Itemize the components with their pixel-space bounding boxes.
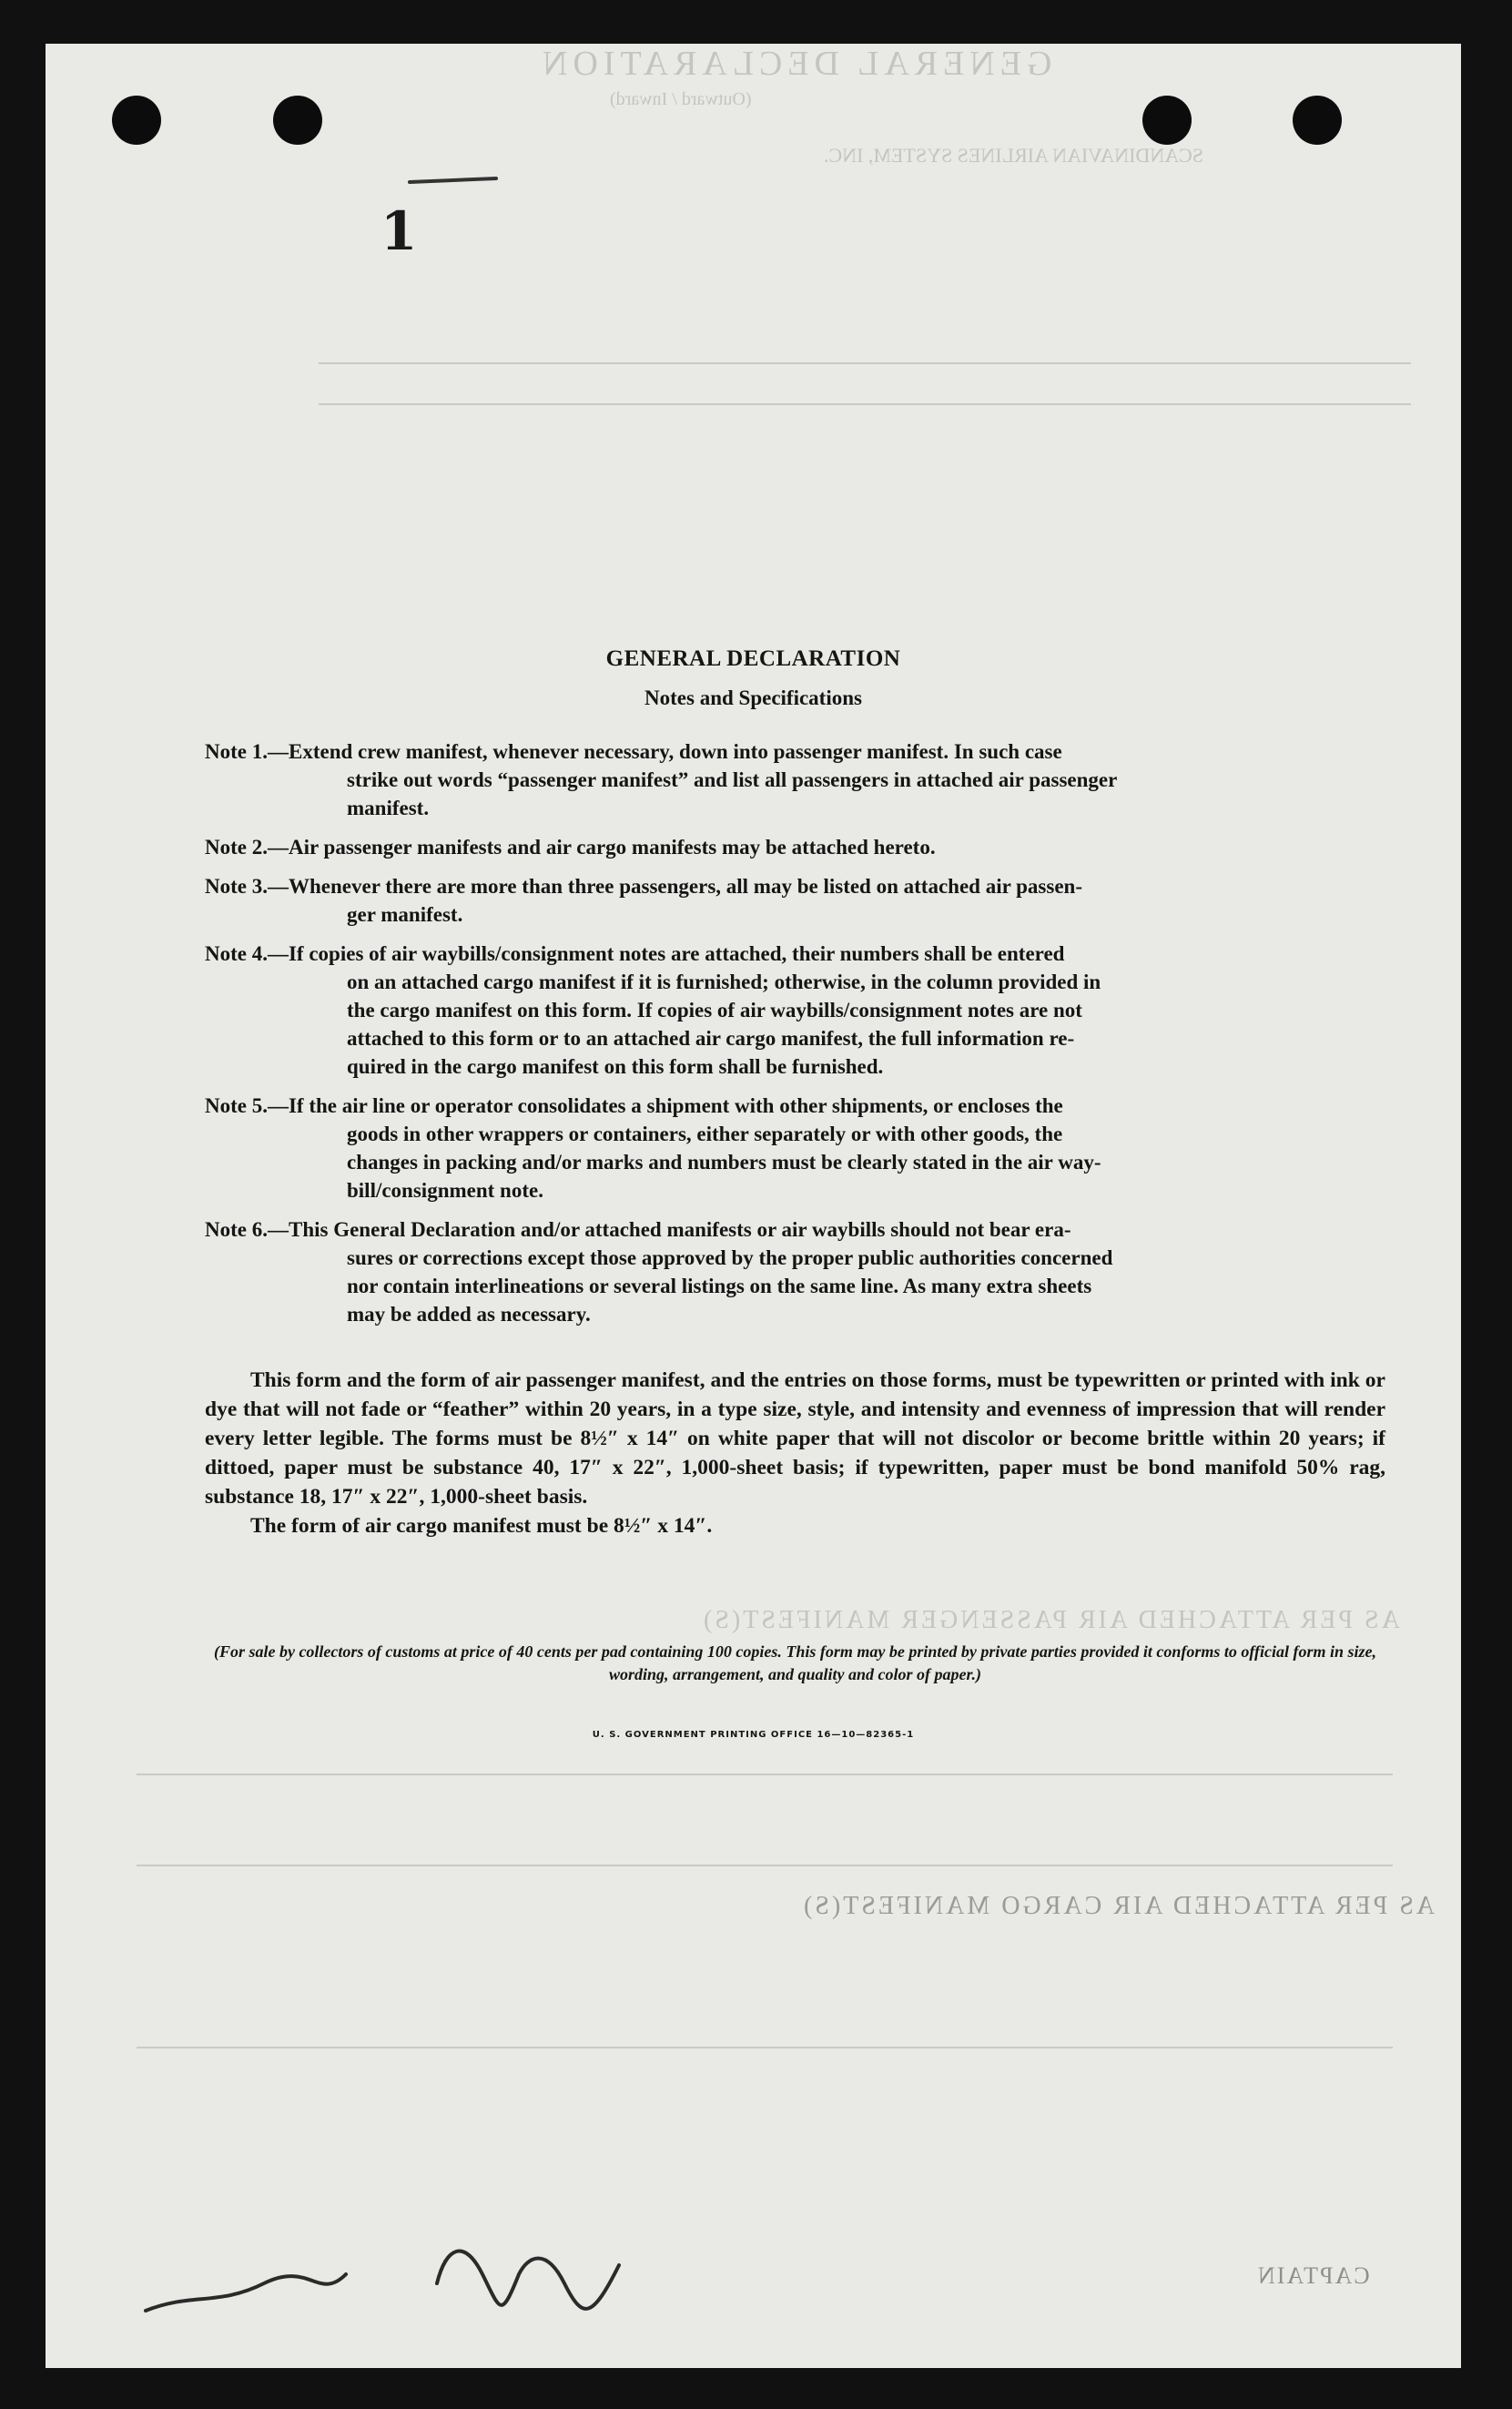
document-page xyxy=(46,44,1461,2368)
punch-hole-left-2 xyxy=(273,96,322,145)
note-line: If the air line or operator consolidates a shipment with other shipments, or encloses the xyxy=(288,1094,1063,1117)
paragraph-text: This form and the form of air passenger manifest, and the entries on those forms, must be typewritten or printed with ink or dye that will not fade or “feather” within 20 years, in a type size, style, and intensity and evenness of impression that will render every letter legible. The forms must be 8½″ x 14″ on white paper that will not discolor or become brittle within 20 years; if dittoed, paper must be substance 40, 17″ x 22″, 1,000-sheet basis; if typewritten, paper must be bond manifold 50% rag, substance 18, 17″ x 22″, 1,000-sheet basis. xyxy=(205,1368,1385,1509)
bleed-through-rule xyxy=(319,403,1411,405)
bleed-through-captain: CAPTAIN xyxy=(1256,2262,1370,2289)
note-line: Whenever there are more than three passengers, all may be listed on attached air passen- xyxy=(288,875,1082,898)
note-line: If copies of air waybills/consignment notes are attached, their numbers shall be entered xyxy=(288,942,1065,965)
note-item xyxy=(205,833,1385,861)
note-line: sures or corrections except those approved by the proper public authorities concerned xyxy=(347,1246,1113,1269)
note-label: Note 6.— xyxy=(205,1218,289,1241)
note-line: quired in the cargo manifest on this form shall be furnished. xyxy=(347,1055,884,1078)
note-line: nor contain interlineations or several listings on the same line. As many extra sheets xyxy=(347,1275,1092,1297)
pen-dash-mark xyxy=(405,171,505,189)
handwritten-mark: 1 xyxy=(381,200,418,262)
note-line: the cargo manifest on this form. If copies of air waybills/consignment notes are not xyxy=(347,999,1082,1022)
note-label: Note 4.— xyxy=(205,942,289,965)
note-line: attached to this form or to an attached air cargo manifest, the full information re- xyxy=(347,1027,1075,1050)
signature-scribble xyxy=(137,2220,646,2338)
note-line: on an attached cargo manifest if it is furnished; otherwise, in the column provided in xyxy=(347,971,1101,993)
note-label: Note 2.— xyxy=(205,836,289,859)
bleed-through-rule xyxy=(137,1865,1393,1866)
page-subtitle: Notes and Specifications xyxy=(644,686,862,709)
bleed-through-header: GENERAL DECLARATION xyxy=(537,45,1052,83)
printer-imprint: U. S. GOVERNMENT PRINTING OFFICE 16—10—82365-1 xyxy=(592,1730,915,1740)
note-line: strike out words “passenger manifest” and list all passengers in attached air passenger xyxy=(347,768,1118,791)
note-label: Note 5.— xyxy=(205,1094,289,1117)
notes-list xyxy=(205,737,1385,1339)
note-label: Note 3.— xyxy=(205,875,289,898)
bleed-through-rule xyxy=(137,1774,1393,1775)
note-item xyxy=(205,737,1385,822)
bleed-through-passenger-stamp: AS PER ATTACHED AIR PASSENGER MANIFEST(S) xyxy=(701,1606,1400,1634)
page-title: GENERAL DECLARATION xyxy=(605,646,901,671)
note-line: may be added as necessary. xyxy=(347,1303,591,1326)
note-line: manifest. xyxy=(347,797,430,819)
note-label: Note 1.— xyxy=(205,740,289,763)
note-item xyxy=(205,872,1385,929)
punch-hole-right-2 xyxy=(1293,96,1342,145)
punch-hole-left-1 xyxy=(112,96,161,145)
bleed-through-rule xyxy=(319,362,1411,364)
form-specification-paragraph xyxy=(205,1366,1385,1540)
punch-hole-right-1 xyxy=(1142,96,1192,145)
bleed-through-airline: SCANDINAVIAN AIRLINES SYSTEM, INC. xyxy=(824,144,1204,167)
sale-notice: (For sale by collectors of customs at price of 40 cents per pad containing 100 copies. This form may be printed by private parties provided it conforms to official form in size, wording, arrangement, and quality and color of paper.) xyxy=(213,1642,1377,1683)
note-line: Extend crew manifest, whenever necessary, down into passenger manifest. In such case xyxy=(288,740,1062,763)
note-line: Air passenger manifests and air cargo manifests may be attached hereto. xyxy=(288,836,936,859)
note-line: bill/consignment note. xyxy=(347,1179,543,1202)
bleed-through-subheader: (Outward / Inward) xyxy=(610,89,752,109)
paragraph-text: The form of air cargo manifest must be 8½″ x 14″. xyxy=(250,1514,713,1538)
note-line: ger manifest. xyxy=(347,903,463,926)
note-line: This General Declaration and/or attached manifests or air waybills should not bear era- xyxy=(288,1218,1071,1241)
note-item xyxy=(205,1215,1385,1328)
note-item xyxy=(205,1092,1385,1204)
bleed-through-cargo-stamp: AS PER ATTACHED AIR CARGO MANIFEST(S) xyxy=(801,1892,1436,1920)
note-line: changes in packing and/or marks and numbers must be clearly stated in the air way- xyxy=(347,1151,1101,1174)
note-line: goods in other wrappers or containers, either separately or with other goods, the xyxy=(347,1123,1063,1145)
note-item xyxy=(205,940,1385,1081)
bleed-through-rule xyxy=(137,2047,1393,2048)
